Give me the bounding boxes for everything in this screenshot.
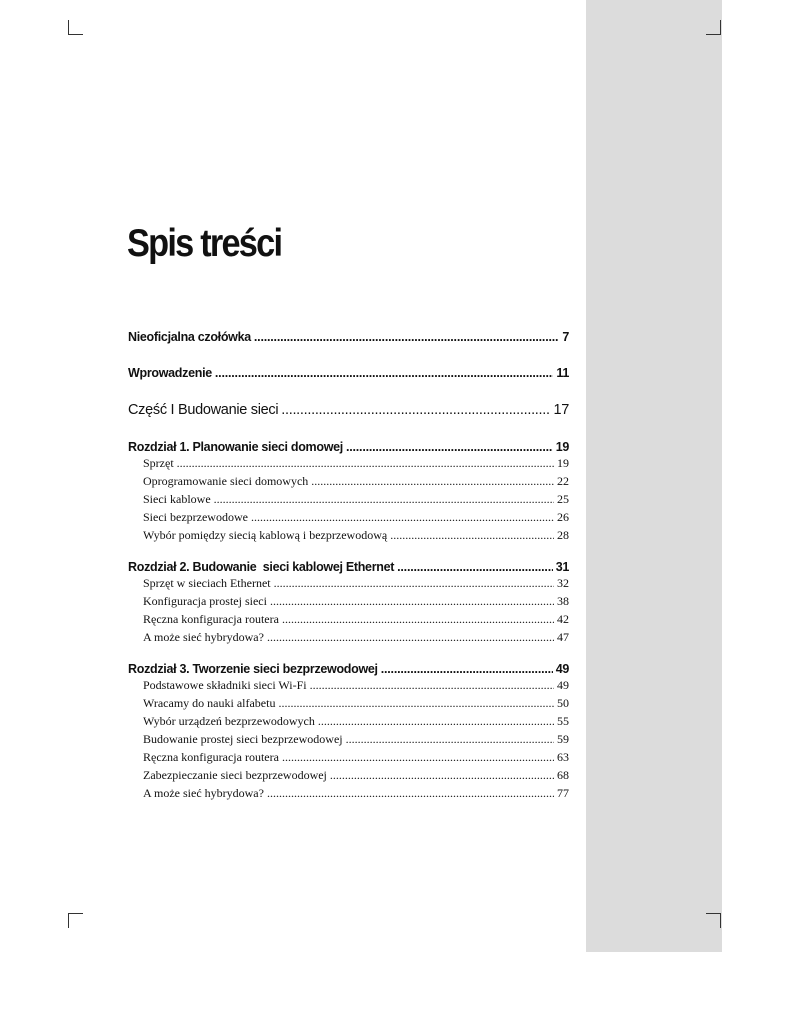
toc-entry-label: Rozdział 3. Tworzenie sieci bezprzewodowej <box>128 662 378 676</box>
toc-entry-label: Wybór urządzeń bezprzewodowych <box>143 714 315 728</box>
toc-subentry <box>128 508 569 526</box>
toc-leader <box>282 748 554 766</box>
toc-entry-label: Zabezpieczanie sieci bezprzewodowej <box>143 768 327 782</box>
toc-entry-label: A może sieć hybrydowa? <box>143 630 264 644</box>
toc-leader <box>214 490 554 508</box>
toc-subentry <box>128 712 569 730</box>
toc-subentry <box>128 676 569 694</box>
toc-page-number: 42 <box>557 612 569 626</box>
toc-entry-label: Budowanie prostej sieci bezprzewodowej <box>143 732 343 746</box>
toc-entry-label: Ręczna konfiguracja routera <box>143 750 279 764</box>
toc-leader <box>311 472 554 490</box>
toc-leader <box>282 610 554 628</box>
toc-entry-label: Wybór pomiędzy siecią kablową i bezprzewodową <box>143 528 388 542</box>
toc-leader <box>270 592 554 610</box>
toc-entry-label: Konfiguracja prostej sieci <box>143 594 267 608</box>
toc-leader <box>318 712 554 730</box>
toc-page-number: 50 <box>557 696 569 710</box>
toc-page-number: 7 <box>562 330 569 344</box>
toc-entry-label: Podstawowe składniki sieci Wi-Fi <box>143 678 307 692</box>
toc-leader <box>281 402 550 418</box>
toc-entry-label: Nieoficjalna czołówka <box>128 330 251 344</box>
toc-page-number: 77 <box>557 786 569 800</box>
toc-page-number: 19 <box>557 456 569 470</box>
toc-entry-introduction <box>128 366 569 380</box>
toc-page-number: 68 <box>557 768 569 782</box>
toc-page-number: 17 <box>553 402 569 418</box>
toc-leader <box>274 574 554 592</box>
toc-subentry <box>128 472 569 490</box>
toc-leader <box>346 440 553 454</box>
toc-entry-label: Sprzęt w sieciach Ethernet <box>143 576 271 590</box>
toc-leader <box>177 454 554 472</box>
toc-chapter-2 <box>128 560 569 574</box>
toc-subentry <box>128 526 569 544</box>
toc-entry-label: Rozdział 1. Planowanie sieci domowej <box>128 440 343 454</box>
toc-leader <box>397 560 553 574</box>
toc-leader <box>215 366 553 380</box>
toc-entry-label: Sieci bezprzewodowe <box>143 510 248 524</box>
toc-page-number: 63 <box>557 750 569 764</box>
toc-entry-label: Wracamy do nauki alfabetu <box>143 696 276 710</box>
toc-entry-label: Sieci kablowe <box>143 492 211 506</box>
toc-leader <box>251 508 554 526</box>
toc-page-number: 55 <box>557 714 569 728</box>
toc-page-number: 47 <box>557 630 569 644</box>
toc-page-number: 26 <box>557 510 569 524</box>
toc-leader <box>267 784 554 802</box>
crop-mark-bottom-right <box>706 913 721 928</box>
toc-page-number: 22 <box>557 474 569 488</box>
toc-subentry <box>128 784 569 802</box>
toc-page-number: 28 <box>557 528 569 542</box>
table-of-contents <box>128 330 569 802</box>
toc-leader <box>310 676 554 694</box>
toc-subentry <box>128 592 569 610</box>
toc-leader <box>390 526 554 544</box>
toc-leader <box>267 628 554 646</box>
toc-subentry <box>128 628 569 646</box>
toc-subentry <box>128 748 569 766</box>
toc-leader <box>278 694 554 712</box>
toc-chapter-1 <box>128 440 569 454</box>
toc-leader <box>330 766 554 784</box>
toc-leader <box>346 730 554 748</box>
toc-entry-label: Ręczna konfiguracja routera <box>143 612 279 626</box>
toc-subentry <box>128 730 569 748</box>
toc-leader <box>381 662 553 676</box>
toc-subentry <box>128 454 569 472</box>
toc-page-number: 32 <box>557 576 569 590</box>
toc-page-number: 31 <box>555 560 569 574</box>
toc-entry-label: A może sieć hybrydowa? <box>143 786 264 800</box>
crop-mark-top-left <box>68 20 83 35</box>
toc-chapter-3 <box>128 662 569 676</box>
toc-entry-intro <box>128 330 569 344</box>
toc-entry-label: Oprogramowanie sieci domowych <box>143 474 309 488</box>
page-title: Spis treści <box>127 222 282 265</box>
toc-subentry <box>128 574 569 592</box>
toc-part-heading <box>128 402 569 418</box>
toc-subentry <box>128 490 569 508</box>
crop-mark-top-right <box>706 20 721 35</box>
toc-page-number: 19 <box>555 440 569 454</box>
toc-page-number: 11 <box>556 366 569 380</box>
toc-subentry <box>128 610 569 628</box>
crop-mark-bottom-left <box>68 913 83 928</box>
toc-entry-label: Rozdział 2. Budowanie sieci kablowej Ethernet <box>128 560 395 574</box>
toc-page-number: 49 <box>555 662 569 676</box>
toc-subentry <box>128 766 569 784</box>
toc-entry-label: Część I Budowanie sieci <box>128 402 279 418</box>
toc-page-number: 59 <box>557 732 569 746</box>
toc-page-number: 49 <box>557 678 569 692</box>
toc-leader <box>254 330 559 344</box>
toc-entry-label: Wprowadzenie <box>128 366 212 380</box>
toc-subentry <box>128 694 569 712</box>
toc-entry-label: Sprzęt <box>143 456 174 470</box>
margin-gray-band <box>586 0 722 952</box>
toc-page-number: 25 <box>557 492 569 506</box>
toc-page-number: 38 <box>557 594 569 608</box>
